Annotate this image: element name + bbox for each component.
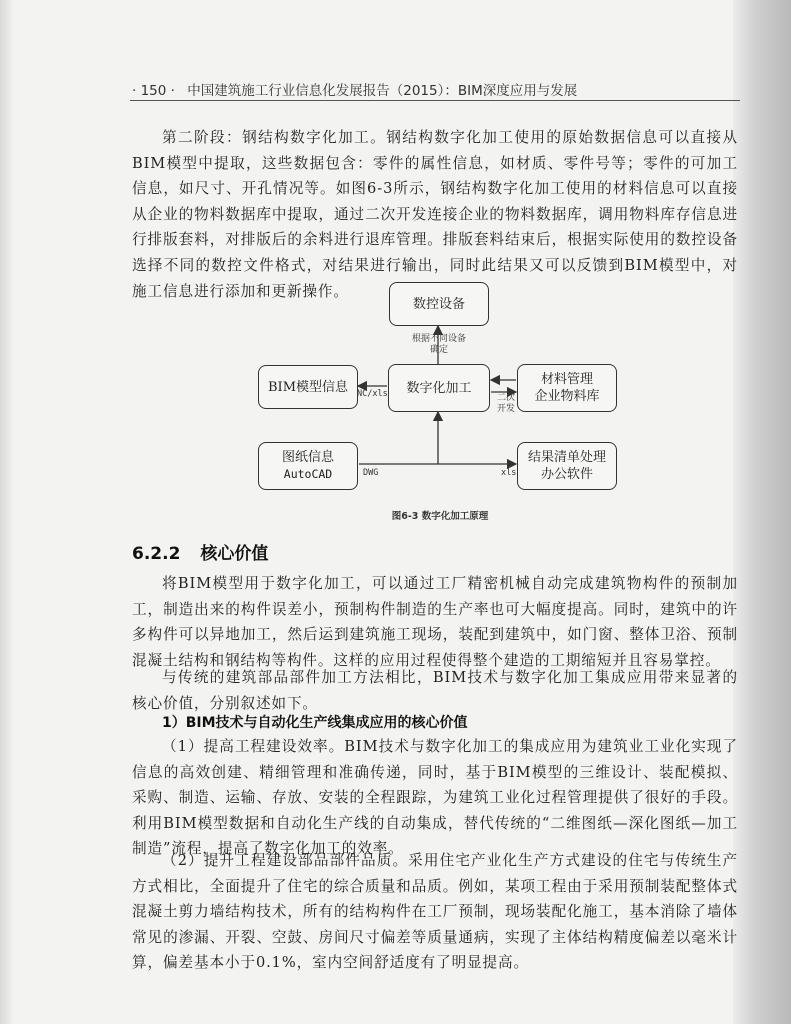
figure-6-3-diagram	[250, 278, 630, 498]
box-cnc-equipment	[389, 282, 489, 326]
page-number: · 150 ·	[132, 83, 175, 99]
label-dwg: DWG	[363, 468, 379, 478]
section-heading	[132, 539, 268, 564]
book-title: 中国建筑施工行业信息化发展报告（2015）：BIM深度应用与发展	[187, 83, 578, 99]
label-secondary-dev	[495, 393, 517, 415]
label-select-by-device	[408, 334, 470, 356]
label-secondary-line1: 二次	[496, 393, 515, 403]
paragraph-quality: （2）提升工程建设部品部件品质。采用住宅产业化生产方式建设的住宅与传统生产方式相比，全面提升了住宅的综合质量和品质。例如，某项工程由于采用预制装配整体式混凝土剪力墙结构技术，所有的结构构件在工厂预制，现场装配化施工，基本消除了墙体常见的渗漏、开裂、空鼓、房间尺寸偏差等质量通病，实现了主体结构精度偏差以毫米计算，偏差基本小于0.1%，室内空间舒适度有了明显提高。	[132, 852, 738, 972]
box-bim-label: BIM模型信息	[268, 379, 348, 395]
figure-caption: 图6-3 数字化加工原理	[391, 511, 489, 522]
page-right-edge	[733, 0, 791, 1024]
page-left-shadow	[0, 0, 14, 1024]
box-drawing-line1: 图纸信息	[281, 450, 334, 465]
box-digital-label: 数字化加工	[406, 380, 472, 396]
sub-heading-core-value: 1）BIM技术与自动化生产线集成应用的核心价值	[162, 715, 468, 731]
section-title-text: 核心价值	[200, 544, 269, 564]
box-result-processing	[517, 442, 617, 490]
section-number: 6.2.2	[132, 544, 181, 564]
running-header	[132, 79, 732, 99]
box-result-line2: 办公软件	[540, 467, 593, 482]
paragraph-comparison: 与传统的建筑部品部件加工方法相比，BIM技术与数字化加工集成应用带来显著的核心价值，分别叙述如下。	[132, 669, 738, 712]
paragraph-bim-digital: 将BIM模型用于数字化加工，可以通过工厂精密机械自动完成建筑物构件的预制加工，制造出来的构件误差小，预制构件制造的生产率也可大幅度提高。同时，建筑中的许多构件可以异地加工，然后运到建筑施工现场，装配到建筑中，如门窗、整体卫浴、预制混凝土结构和钢结构等构件。这样的应用过程使得整个建造的工期缩短并且容易掌控。	[132, 575, 738, 669]
box-digital-processing	[388, 364, 490, 412]
paragraph-stage-two: 第二阶段：钢结构数字化加工。钢结构数字化加工使用的原始数据信息可以直接从BIM模型中提取，这些数据包含：零件的属性信息，如材质、零件号等；零件的可加工信息，如尺寸、开孔情况等。如图6-3所示，钢结构数字化加工使用的材料信息可以直接从企业的物料数据库中提取，通过二次开发连接企业的物料数据库，调用物料库存信息进行排版套料，对排版后的余料进行退库管理。排版套料结束后，根据实际使用的数控设备选择不同的数控文件格式，对结果进行输出，同时此结果又可以反馈到BIM模型中，对施工信息进行添加和更新操作。	[132, 129, 738, 300]
box-drawing-info	[258, 442, 358, 490]
box-material-line1: 材料管理	[540, 372, 593, 387]
box-cnc-label: 数控设备	[412, 296, 465, 312]
label-xls: xls	[501, 468, 517, 478]
label-select-line1: 根据不同设备	[411, 334, 466, 344]
box-bim-model	[258, 365, 358, 409]
header-rule	[130, 100, 740, 101]
box-result-line1: 结果清单处理	[527, 450, 606, 465]
label-secondary-line2: 开发	[496, 404, 515, 414]
paragraph-efficiency: （1）提高工程建设效率。BIM技术与数字化加工的集成应用为建筑业工业化实现了信息的高效创建、精细管理和准确传递，同时，基于BIM模型的三维设计、装配模拟、采购、制造、运输、存放、安装的全程跟踪，为建筑工业化过程管理提供了很好的手段。利用BIM模型数据和自动化生产线的自动集成，替代传统的“二维图纸—深化图纸—加工制造”流程，提高了数字化加工的效率。	[132, 738, 738, 858]
box-material-line2: 企业物料库	[534, 389, 600, 404]
label-nc-xls: NC/xls	[357, 389, 388, 399]
box-material-management	[517, 364, 617, 412]
box-drawing-line2: AutoCAD	[283, 467, 333, 481]
label-select-line2: 确定	[429, 345, 448, 355]
